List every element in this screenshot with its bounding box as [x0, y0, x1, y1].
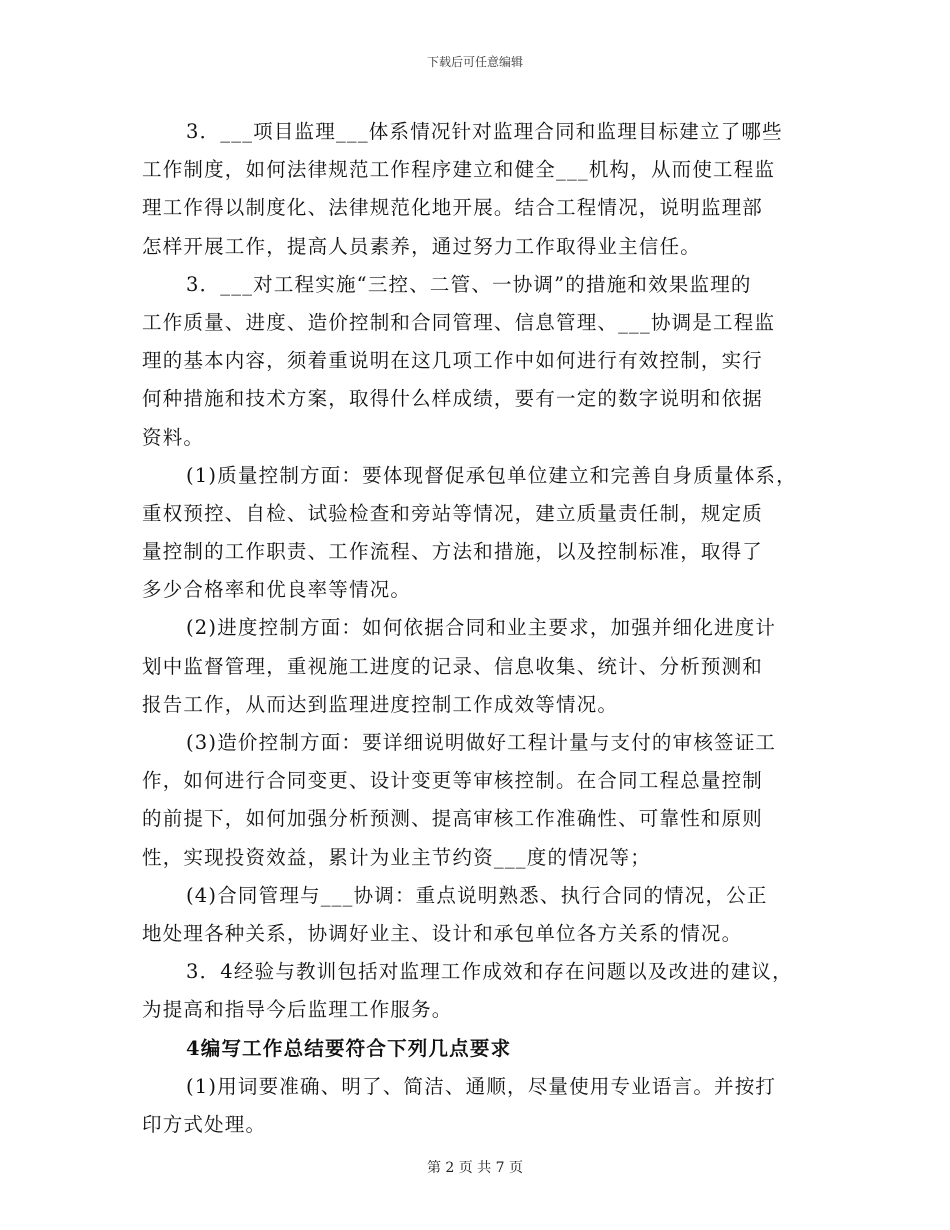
text-line: 的前提下，如何加强分析预测、提高审核工作准确性、可靠性和原则 [142, 807, 764, 831]
text-line: (1)用词要准确、明了、简洁、通顺，尽量使用专业语言。并按打 [186, 1074, 777, 1098]
document-body [142, 113, 822, 1144]
text-line: 重权预控、自检、试验检查和旁站等情况，建立质量责任制，规定质 [142, 501, 764, 525]
text-line: (3)造价控制方面：要详细说明做好工程计量与支付的审核签证工 [186, 731, 777, 754]
section-heading: 4编写工作总结要符合下列几点要求 [186, 1036, 512, 1060]
text-line: 工作质量、进度、造价控制和合同管理、信息管理、___协调是工程监 [142, 310, 776, 334]
text-line: 3．4经验与教训包括对监理工作成效和存在问题以及改进的建议， [186, 960, 793, 984]
text-line: 理工作得以制度化、法律规范化地开展。结合工程情况，说明监理部 [142, 196, 764, 220]
text-line: 报告工作，从而达到监理进度控制工作成效等情况。 [142, 692, 619, 716]
text-line: 资料。 [142, 425, 205, 449]
page-header: 下载后可任意编辑 [426, 55, 523, 69]
text-line: 划中监督管理，重视施工进度的记录、信息收集、统计、分析预测和 [142, 654, 764, 678]
text-line: 何种措施和技术方案，取得什么样成绩，要有一定的数字说明和依据 [142, 387, 764, 411]
text-line: (4)合同管理与___协调：重点说明熟悉、执行合同的情况，公正 [186, 883, 768, 907]
text-line: 理的基本内容，须着重说明在这几项工作中如何进行有效控制，实行 [142, 349, 764, 373]
text-line: 怎样开展工作，提高人员素养，通过努力工作取得业主信任。 [142, 234, 701, 258]
text-line: (2)进度控制方面：如何依据合同和业主要求，加强并细化进度计 [186, 616, 777, 640]
page-number: 第 2 页 共 7 页 [426, 1160, 524, 1176]
text-line: 工作制度，如何法律规范工作程序建立和健全___机构，从而使工程监 [142, 158, 776, 182]
text-line: 3．___对工程实施“三控、二管、一协调”的措施和效果监理的 [186, 272, 752, 296]
text-line: 3．___项目监理___体系情况针对监理合同和监理目标建立了哪些 [186, 120, 783, 143]
text-line: 地处理各种关系，协调好业主、设计和承包单位各方关系的情况。 [142, 921, 743, 945]
text-line: 作，如何进行合同变更、设计变更等审核控制。在合同工程总量控制 [142, 769, 764, 793]
text-line: 性，实现投资效益，累计为业主节约资___度的情况等； [142, 845, 651, 869]
text-line: 多少合格率和优良率等情况。 [142, 578, 412, 602]
text-line: (1)质量控制方面：要体现督促承包单位建立和完善自身质量体系， [186, 463, 797, 487]
text-line: 为提高和指导今后监理工作服务。 [142, 998, 453, 1022]
text-line: 量控制的工作职责、工作流程、方法和措施，以及控制标准，取得了 [142, 540, 764, 564]
text-line: 印方式处理。 [142, 1112, 267, 1136]
